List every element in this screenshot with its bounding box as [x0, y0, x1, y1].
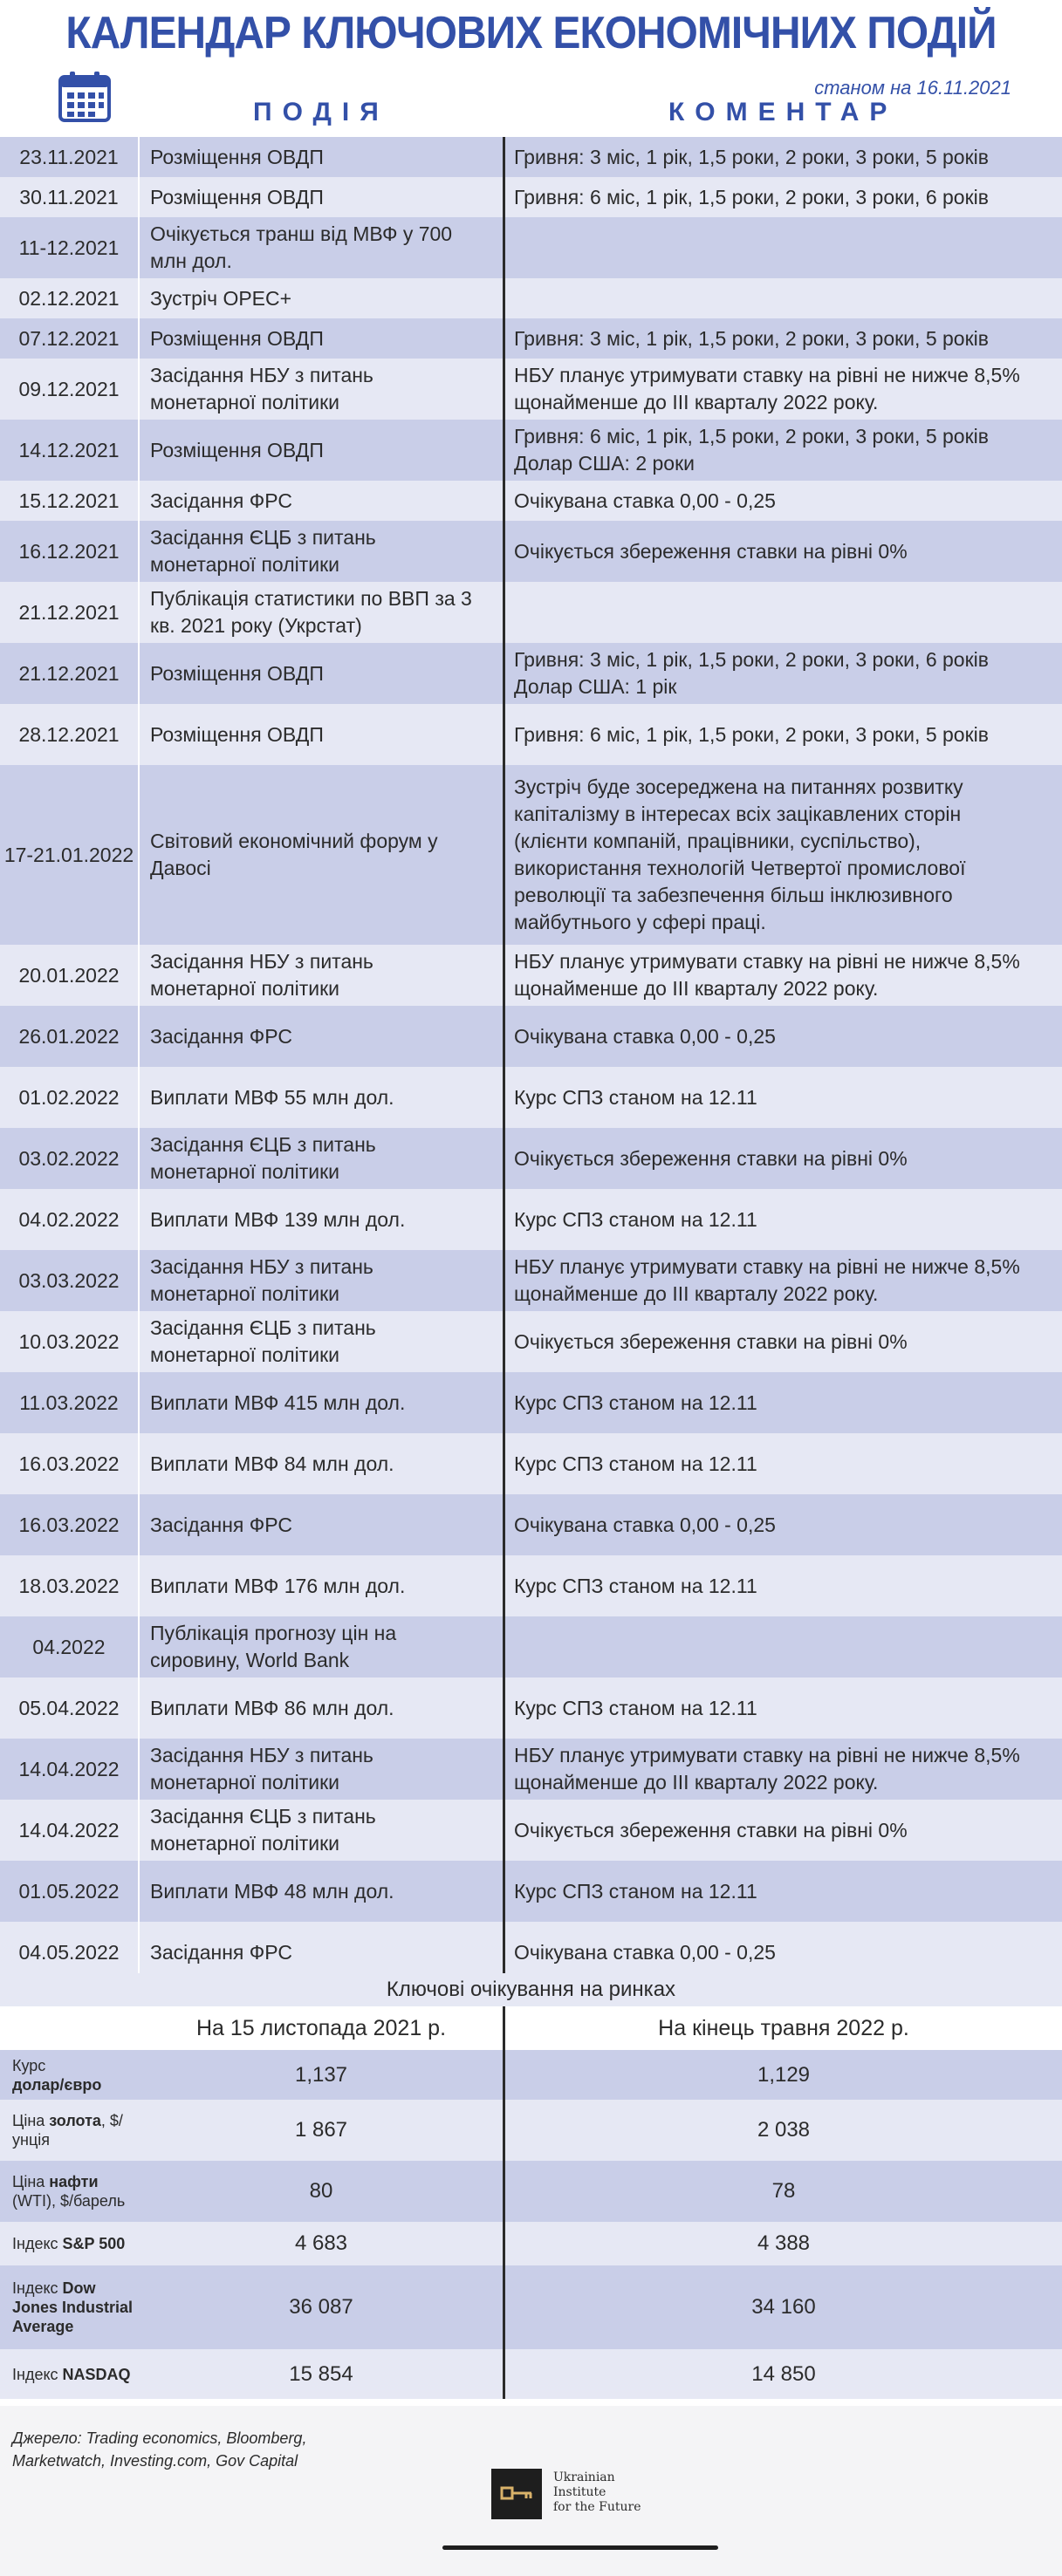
- event-name: [140, 420, 503, 481]
- market-label-prefix: Ціна: [12, 2112, 50, 2129]
- as-of-date: станом на 16.11.2021: [814, 77, 1011, 99]
- event-comment-line: Зустріч буде зосереджена на питаннях розвитку: [514, 776, 963, 798]
- event-comment-line: Курс СПЗ станом на 12.11: [514, 1696, 757, 1719]
- event-date: 16.03.2022: [0, 1494, 140, 1555]
- table-row: [0, 1311, 1062, 1372]
- table-row: [0, 582, 1062, 643]
- event-name: [140, 521, 503, 582]
- event-date: 21.12.2021: [0, 643, 140, 704]
- event-comment: [503, 1311, 1062, 1372]
- column-header-event: ПОДІЯ: [253, 98, 389, 126]
- market-label-key: нафти: [49, 2173, 99, 2190]
- event-date: 16.12.2021: [0, 521, 140, 582]
- event-comment: [503, 1433, 1062, 1494]
- source-line: Джерело: Trading economics, Bloomberg,: [12, 2429, 307, 2447]
- institute-name: [553, 2470, 641, 2515]
- event-comment-line: Гривня: 3 міс, 1 рік, 1,5 роки, 2 роки, 3 роки, 5 років: [514, 145, 989, 168]
- table-row: [0, 177, 1062, 217]
- event-date: 11.03.2022: [0, 1372, 140, 1433]
- markets-header-blank: [0, 2006, 140, 2050]
- event-date: 17-21.01.2022: [0, 765, 140, 945]
- event-comment-line: Гривня: 6 міс, 1 рік, 1,5 роки, 2 роки, 3 роки, 5 років: [514, 722, 989, 746]
- event-name: [140, 1250, 503, 1311]
- market-label: [0, 2265, 140, 2349]
- event-date: 11-12.2021: [0, 217, 140, 278]
- event-name-line: Розміщення ОВДП: [150, 185, 324, 208]
- events-table: [0, 137, 1062, 1983]
- event-name-line: Розміщення ОВДП: [150, 145, 324, 168]
- market-label-key: Dow Jones Industrial Average: [12, 2279, 134, 2335]
- logo-line: Ukrainian: [553, 2470, 615, 2484]
- home-indicator[interactable]: [442, 2545, 718, 2550]
- event-comment-line: НБУ планує утримувати ставку на рівні не нижче 8,5%: [514, 950, 1020, 973]
- event-comment: [503, 1616, 1062, 1677]
- event-date: 02.12.2021: [0, 278, 140, 318]
- market-label: [0, 2050, 140, 2100]
- event-comment: [503, 278, 1062, 318]
- event-comment: [503, 481, 1062, 521]
- event-name-line: Виплати МВФ 86 млн дол.: [150, 1696, 394, 1719]
- market-row: [0, 2100, 1062, 2161]
- market-value-forecast: 4 388: [503, 2222, 1062, 2265]
- event-comment-line: Гривня: 6 міс, 1 рік, 1,5 роки, 2 роки, 3 роки, 5 років: [514, 425, 989, 448]
- event-date: 09.12.2021: [0, 359, 140, 420]
- event-name-line: монетарної політики: [150, 977, 340, 1000]
- event-name-line: кв. 2021 року (Укрстат): [150, 614, 362, 637]
- event-date: 03.02.2022: [0, 1128, 140, 1189]
- event-comment-line: Очікувана ставка 0,00 - 0,25: [514, 1513, 776, 1536]
- table-row: [0, 1616, 1062, 1677]
- event-name-line: Виплати МВФ 139 млн дол.: [150, 1207, 406, 1231]
- markets-col-now: На 15 листопада 2021 р.: [195, 2015, 447, 2040]
- event-name-line: Виплати МВФ 415 млн дол.: [150, 1390, 406, 1414]
- event-name: [140, 1006, 503, 1067]
- market-label: [0, 2100, 140, 2161]
- event-name: [140, 278, 503, 318]
- table-row: [0, 1433, 1062, 1494]
- event-date: 04.05.2022: [0, 1922, 140, 1983]
- event-name-line: Засідання НБУ з питань: [150, 1744, 373, 1766]
- market-value-forecast: 34 160: [503, 2265, 1062, 2349]
- market-value-forecast: 1,129: [503, 2050, 1062, 2100]
- table-row: [0, 945, 1062, 1006]
- markets-header: [0, 2006, 1062, 2050]
- market-label-prefix: Ціна: [12, 2173, 50, 2190]
- event-comment: [503, 1128, 1062, 1189]
- event-name-line: Виплати МВФ 84 млн дол.: [150, 1452, 394, 1475]
- event-comment-line: капіталізму в інтересах всіх зацікавлених сторін: [514, 803, 962, 825]
- market-label: [0, 2349, 140, 2399]
- event-name-line: Засідання ФРС: [150, 489, 292, 512]
- event-comment: [503, 1861, 1062, 1922]
- event-comment: [503, 582, 1062, 643]
- header: [0, 0, 1062, 131]
- event-name-line: Засідання НБУ з питань: [150, 1255, 373, 1278]
- market-label: [0, 2222, 140, 2265]
- event-date: 04.02.2022: [0, 1189, 140, 1250]
- market-value-forecast: 14 850: [503, 2349, 1062, 2399]
- event-date: 23.11.2021: [0, 137, 140, 177]
- event-date: 14.04.2022: [0, 1800, 140, 1861]
- table-row: [0, 318, 1062, 359]
- event-comment: [503, 1189, 1062, 1250]
- event-name: [140, 1861, 503, 1922]
- event-comment-line: Очікується збереження ставки на рівні 0%: [514, 1818, 908, 1841]
- event-date: 07.12.2021: [0, 318, 140, 359]
- table-row: [0, 278, 1062, 318]
- event-name-line: Засідання ЄЦБ з питань: [150, 1316, 376, 1339]
- event-comment-line: Гривня: 3 міс, 1 рік, 1,5 роки, 2 роки, 3 роки, 5 років: [514, 326, 989, 350]
- market-row: [0, 2050, 1062, 2100]
- event-name-line: Давосі: [150, 857, 211, 879]
- market-value-now: 4 683: [294, 2231, 348, 2255]
- event-name-line: Засідання ФРС: [150, 1940, 292, 1964]
- market-value-now: 1,137: [294, 2062, 348, 2087]
- event-date: 30.11.2021: [0, 177, 140, 217]
- event-name-line: Засідання ЄЦБ з питань: [150, 1133, 376, 1156]
- event-name-line: Виплати МВФ 176 млн дол.: [150, 1574, 406, 1597]
- event-comment-line: щонайменше до ІІІ кварталу 2022 року.: [514, 1771, 879, 1794]
- event-comment-line: Курс СПЗ станом на 12.11: [514, 1574, 757, 1597]
- market-label-suffix: (WTI), $/барель: [12, 2192, 126, 2210]
- event-name: [140, 1372, 503, 1433]
- source-line: Marketwatch, Investing.com, Gov Capital: [12, 2452, 298, 2470]
- event-name: [140, 704, 503, 765]
- event-comment: [503, 318, 1062, 359]
- event-comment-line: використання технологій Четвертої промислової: [514, 857, 966, 879]
- market-value-forecast: 78: [503, 2161, 1062, 2222]
- event-date: 26.01.2022: [0, 1006, 140, 1067]
- event-name: [140, 1128, 503, 1189]
- event-name: [140, 1433, 503, 1494]
- event-name-line: Засідання НБУ з питань: [150, 364, 373, 386]
- event-comment-line: Очікується збереження ставки на рівні 0%: [514, 1146, 908, 1170]
- table-row: [0, 1128, 1062, 1189]
- table-row: [0, 359, 1062, 420]
- page-title: КАЛЕНДАР КЛЮЧОВИХ ЕКОНОМІЧНИХ ПОДІЙ: [65, 8, 997, 58]
- event-name: [140, 137, 503, 177]
- event-comment-line: Гривня: 3 міс, 1 рік, 1,5 роки, 2 роки, 3 роки, 6 років: [514, 648, 989, 671]
- event-date: 20.01.2022: [0, 945, 140, 1006]
- table-row: [0, 420, 1062, 481]
- event-name-line: Публікація прогнозу цін на: [150, 1622, 397, 1644]
- event-name: [140, 1800, 503, 1861]
- event-comment: [503, 359, 1062, 420]
- markets-table: [0, 2050, 1062, 2399]
- event-comment-line: Курс СПЗ станом на 12.11: [514, 1879, 757, 1903]
- event-name: [140, 1311, 503, 1372]
- table-row: [0, 1189, 1062, 1250]
- event-comment-line: (клієнти компаній, працівники, суспільство),: [514, 830, 922, 852]
- event-name-line: Світовий економічний форум у: [150, 830, 438, 852]
- event-name: [140, 1494, 503, 1555]
- event-name: [140, 359, 503, 420]
- event-name-line: Виплати МВФ 48 млн дол.: [150, 1879, 394, 1903]
- event-name-line: млн дол.: [150, 249, 232, 272]
- event-comment-line: Очікується збереження ставки на рівні 0%: [514, 539, 908, 563]
- event-name: [140, 643, 503, 704]
- event-name-line: монетарної політики: [150, 1160, 340, 1183]
- event-name-line: Розміщення ОВДП: [150, 722, 324, 746]
- market-label-prefix: Індекс: [12, 2279, 63, 2297]
- market-row: [0, 2161, 1062, 2222]
- calendar-icon: [58, 70, 112, 124]
- table-row: [0, 217, 1062, 278]
- table-row: [0, 1006, 1062, 1067]
- logo-line: Institute: [553, 2485, 606, 2499]
- event-date: 03.03.2022: [0, 1250, 140, 1311]
- market-label-key: золота: [49, 2112, 101, 2129]
- event-name: [140, 1555, 503, 1616]
- event-name: [140, 481, 503, 521]
- table-row: [0, 765, 1062, 945]
- table-row: [0, 704, 1062, 765]
- market-label-prefix: Індекс: [12, 2235, 63, 2252]
- market-row: [0, 2222, 1062, 2265]
- key-icon: [491, 2469, 542, 2519]
- event-comment-line: НБУ планує утримувати ставку на рівні не нижче 8,5%: [514, 1255, 1020, 1278]
- event-name-line: монетарної політики: [150, 553, 340, 576]
- event-comment-line: Долар США: 2 роки: [514, 452, 695, 475]
- event-name-line: монетарної політики: [150, 1282, 340, 1305]
- event-comment: [503, 137, 1062, 177]
- market-value-now: 15 854: [289, 2361, 353, 2386]
- event-name-line: Очікується транш від МВФ у 700: [150, 222, 453, 245]
- event-comment-line: НБУ планує утримувати ставку на рівні не нижче 8,5%: [514, 364, 1020, 386]
- event-name: [140, 1189, 503, 1250]
- table-row: [0, 1800, 1062, 1861]
- event-date: 14.04.2022: [0, 1739, 140, 1800]
- event-name-line: Зустріч OPEC+: [150, 286, 292, 310]
- institute-logo-icon: [491, 2469, 542, 2519]
- event-comment-line: Курс СПЗ станом на 12.11: [514, 1085, 757, 1109]
- event-comment-line: щонайменше до ІІІ кварталу 2022 року.: [514, 977, 879, 1000]
- event-date: 14.12.2021: [0, 420, 140, 481]
- event-date: 01.05.2022: [0, 1861, 140, 1922]
- market-label-key: S&P 500: [62, 2235, 126, 2252]
- event-comment: [503, 704, 1062, 765]
- event-name: [140, 1739, 503, 1800]
- event-comment-line: Гривня: 6 міс, 1 рік, 1,5 роки, 2 роки, 3 роки, 6 років: [514, 185, 989, 208]
- event-comment: [503, 1555, 1062, 1616]
- market-value-now: 1 867: [294, 2118, 348, 2142]
- event-date: 05.04.2022: [0, 1677, 140, 1739]
- event-name: [140, 177, 503, 217]
- table-row: [0, 1555, 1062, 1616]
- event-name: [140, 1616, 503, 1677]
- event-comment: [503, 1250, 1062, 1311]
- table-row: [0, 1861, 1062, 1922]
- event-comment: [503, 177, 1062, 217]
- event-date: 15.12.2021: [0, 481, 140, 521]
- event-name-line: монетарної політики: [150, 1343, 340, 1366]
- logo-line: for the Future: [553, 2500, 641, 2514]
- event-comment: [503, 1006, 1062, 1067]
- event-comment: [503, 643, 1062, 704]
- event-comment-line: Курс СПЗ станом на 12.11: [514, 1452, 757, 1475]
- event-date: 10.03.2022: [0, 1311, 140, 1372]
- event-comment: [503, 945, 1062, 1006]
- event-comment: [503, 420, 1062, 481]
- event-comment: [503, 1372, 1062, 1433]
- market-label-prefix: Індекс: [12, 2365, 63, 2383]
- market-label-key: NASDAQ: [62, 2365, 131, 2383]
- market-label-suffix: , $/унція: [12, 2112, 123, 2149]
- table-row: [0, 521, 1062, 582]
- event-comment-line: Очікувана ставка 0,00 - 0,25: [514, 1940, 776, 1964]
- event-date: 21.12.2021: [0, 582, 140, 643]
- event-comment: [503, 521, 1062, 582]
- markets-col-forecast: На кінець травня 2022 р.: [503, 2006, 1062, 2050]
- event-name-line: Засідання ЄЦБ з питань: [150, 526, 376, 549]
- event-name-line: Публікація статистики по ВВП за 3: [150, 587, 472, 610]
- table-row: [0, 1250, 1062, 1311]
- event-name-line: Розміщення ОВДП: [150, 438, 324, 461]
- event-comment-line: щонайменше до ІІІ кварталу 2022 року.: [514, 391, 879, 413]
- event-comment: [503, 1677, 1062, 1739]
- column-header-comment: КОМЕНТАР: [668, 98, 898, 126]
- event-name: [140, 1677, 503, 1739]
- event-comment-line: Очікується збереження ставки на рівні 0%: [514, 1329, 908, 1353]
- table-row: [0, 1677, 1062, 1739]
- event-comment-line: Курс СПЗ станом на 12.11: [514, 1207, 757, 1231]
- source-note: [12, 2427, 306, 2472]
- event-name-line: Розміщення ОВДП: [150, 661, 324, 685]
- event-name-line: монетарної політики: [150, 391, 340, 413]
- event-comment-line: Долар США: 1 рік: [514, 675, 677, 698]
- event-name-line: Засідання НБУ з питань: [150, 950, 373, 973]
- event-comment-line: Курс СПЗ станом на 12.11: [514, 1390, 757, 1414]
- table-row: [0, 1494, 1062, 1555]
- event-name-line: сировину, World Bank: [150, 1649, 350, 1671]
- event-name-line: Засідання ФРС: [150, 1513, 292, 1536]
- event-name: [140, 945, 503, 1006]
- event-name: [140, 217, 503, 278]
- market-value-forecast: 2 038: [503, 2100, 1062, 2161]
- event-name-line: Розміщення ОВДП: [150, 326, 324, 350]
- event-name: [140, 1067, 503, 1128]
- event-name-line: Виплати МВФ 55 млн дол.: [150, 1085, 394, 1109]
- event-name: [140, 582, 503, 643]
- table-row: [0, 643, 1062, 704]
- market-label-prefix: Курс: [12, 2056, 46, 2074]
- event-comment-line: революції та забезпечення більш інклюзивного: [514, 884, 953, 906]
- table-row: [0, 481, 1062, 521]
- market-value-now: 80: [309, 2179, 333, 2203]
- event-name-line: Засідання ЄЦБ з питань: [150, 1805, 376, 1828]
- event-comment-line: майбутнього у сфері праці.: [514, 911, 766, 933]
- market-value-now: 36 087: [289, 2295, 353, 2319]
- event-comment: [503, 765, 1062, 945]
- event-comment-line: Очікувана ставка 0,00 - 0,25: [514, 489, 776, 512]
- event-date: 16.03.2022: [0, 1433, 140, 1494]
- event-date: 01.02.2022: [0, 1067, 140, 1128]
- event-comment: [503, 1494, 1062, 1555]
- markets-title: Ключові очікування на ринках: [0, 1973, 1062, 2006]
- event-name-line: монетарної політики: [150, 1771, 340, 1794]
- table-row: [0, 137, 1062, 177]
- event-comment: [503, 217, 1062, 278]
- event-name-line: Засідання ФРС: [150, 1024, 292, 1048]
- table-row: [0, 1067, 1062, 1128]
- event-date: 04.2022: [0, 1616, 140, 1677]
- event-date: 18.03.2022: [0, 1555, 140, 1616]
- event-comment-line: щонайменше до ІІІ кварталу 2022 року.: [514, 1282, 879, 1305]
- table-row: [0, 1739, 1062, 1800]
- market-row: [0, 2349, 1062, 2399]
- event-name-line: монетарної політики: [150, 1832, 340, 1855]
- event-comment: [503, 1739, 1062, 1800]
- event-comment-line: Очікувана ставка 0,00 - 0,25: [514, 1024, 776, 1048]
- event-name: [140, 765, 503, 945]
- market-row: [0, 2265, 1062, 2349]
- table-row: [0, 1372, 1062, 1433]
- event-name: [140, 318, 503, 359]
- event-comment: [503, 1067, 1062, 1128]
- market-label-key: долар/євро: [12, 2075, 102, 2094]
- event-date: 28.12.2021: [0, 704, 140, 765]
- event-comment: [503, 1800, 1062, 1861]
- market-label: [0, 2161, 140, 2222]
- event-comment-line: НБУ планує утримувати ставку на рівні не нижче 8,5%: [514, 1744, 1020, 1766]
